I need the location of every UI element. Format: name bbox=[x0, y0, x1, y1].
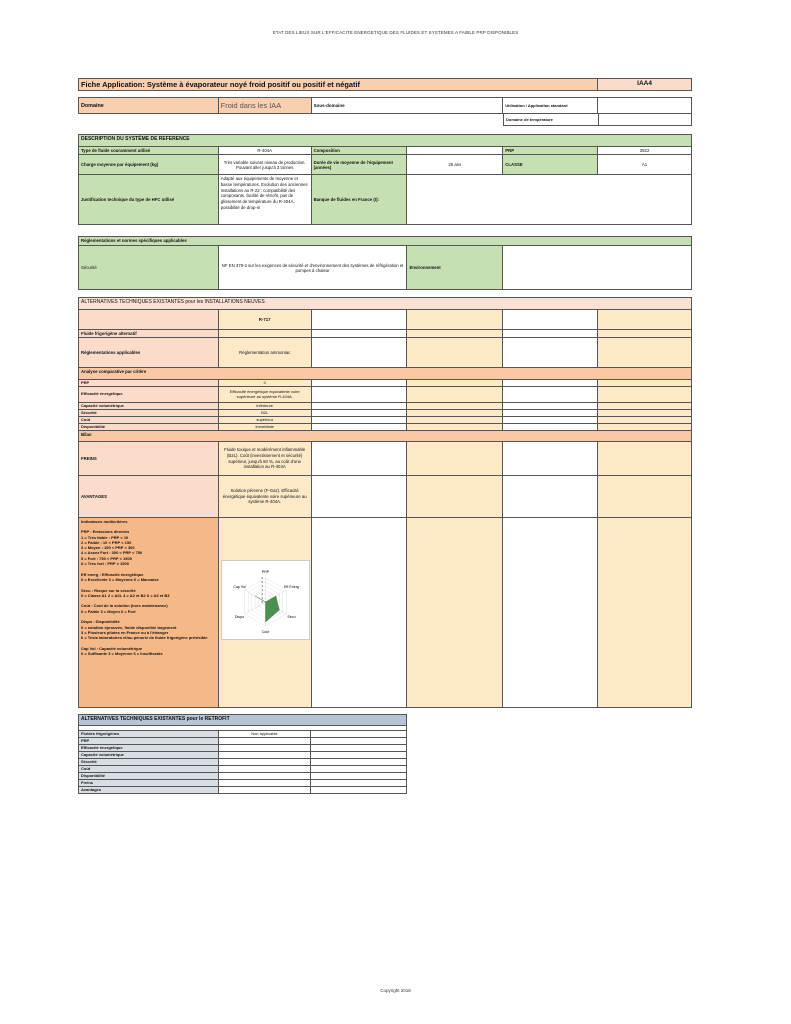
criteria-value: B2L bbox=[219, 410, 312, 417]
indicator-lines bbox=[81, 529, 216, 656]
temp-label: Domaine de température bbox=[504, 114, 599, 126]
radar-frame bbox=[221, 560, 310, 640]
radar-axis-label: Dispo bbox=[234, 615, 244, 620]
criteria-value: supérieur bbox=[219, 417, 312, 424]
bilan-label: Bilan bbox=[79, 431, 692, 442]
criteria-label: Sécurité bbox=[79, 410, 219, 417]
retrofit-row bbox=[78, 780, 407, 787]
criteria-label: Disponibilité bbox=[79, 424, 219, 431]
regulations-block bbox=[78, 236, 692, 290]
criteria-row bbox=[78, 417, 692, 424]
class-value: A1 bbox=[598, 155, 692, 175]
retrofit-label: Avantages bbox=[79, 787, 219, 794]
retrofit-row bbox=[78, 766, 407, 773]
bank-label: Banque de fluides en France (t): bbox=[312, 175, 408, 225]
retrofit-value bbox=[219, 759, 312, 766]
sheet-title: Fiche Application: Système à évaporateur noyé froid positif ou positif et négatif bbox=[79, 79, 598, 91]
bank-value bbox=[407, 175, 692, 225]
new-install-section: ALTERNATIVES TECHNIQUES EXISTANTES pour les INSTALLATIONS NEUVES bbox=[79, 298, 692, 310]
retrofit-label: Sécurité bbox=[79, 759, 219, 766]
composition-value bbox=[407, 147, 503, 155]
retrofit-label: Fluides frigorigènes bbox=[79, 731, 219, 738]
security-label: Sécurité bbox=[79, 246, 219, 290]
radar-tick-label: 6 bbox=[261, 577, 263, 580]
life-value: 25 ans bbox=[407, 155, 503, 175]
composition-label: Composition bbox=[312, 147, 408, 155]
retrofit-value bbox=[219, 787, 312, 794]
indicator-line: Dispo : Disponibilité bbox=[81, 619, 120, 625]
criteria-value: inférieure bbox=[219, 403, 312, 410]
retrofit-value bbox=[219, 766, 312, 773]
radar-chart bbox=[222, 561, 309, 639]
criteria-row bbox=[78, 424, 692, 431]
radar-axis-label: Sécu bbox=[287, 615, 296, 620]
retrofit-value bbox=[219, 745, 312, 752]
radar-tick-label: 1 bbox=[261, 597, 263, 600]
retrofit-row bbox=[78, 787, 407, 794]
indicator-line: 0 = Suffisante 3 = Moyenne 6 = Insuffisante bbox=[81, 651, 163, 657]
criteria-row bbox=[78, 380, 692, 387]
prp-label: PRP bbox=[503, 147, 598, 155]
indicator-line: 0 = Excellente 3 = Moyenne 6 = Mauvaise bbox=[81, 576, 159, 582]
indicators-legend bbox=[79, 518, 219, 708]
charge-value: Très variable suivant niveau de production. Pouvant aller jusqu'à 3 tonnes bbox=[219, 155, 312, 175]
criteria-rows bbox=[78, 380, 692, 431]
indicators-title: Indicateurs multicritères bbox=[81, 519, 128, 524]
page-header: ETAT DES LIEUX SUR L'EFFICACITE ENERGETIQUE DES FLUIDES ET SYSTEMES A FAIBLE PRP DISPONIBLES bbox=[272, 30, 519, 35]
retrofit-value bbox=[219, 773, 312, 780]
criteria-label: Efficacité énergétique bbox=[79, 387, 219, 403]
fluid-col-head: R-717 bbox=[219, 310, 312, 330]
retrofit-label: PRP bbox=[79, 738, 219, 745]
retrofit-section: ALTERNATIVES TECHNIQUES EXISTANTES pour le RETROFIT bbox=[79, 715, 407, 726]
retrofit-row bbox=[78, 730, 407, 738]
regs-label: Réglementations applicables bbox=[79, 338, 219, 368]
indicator-line: 4 = Assez Fort : 300 < PRP < 750 bbox=[81, 550, 143, 556]
retrofit-value: Non applicable bbox=[219, 731, 312, 738]
criteria-row bbox=[78, 410, 692, 417]
retrofit-rows bbox=[78, 730, 407, 794]
indicator-line: 3 = Moyen : 150 < PRP < 300 bbox=[81, 545, 135, 551]
justif-value: Adapté aux équipements de moyenne et basse températures. Evolution des anciennes installations au R-22 : compatibilité des composants, facilité de rétrofit, pas de glissement de température du R-404A, possibilité de drop-in bbox=[219, 175, 312, 225]
criteria-value: immédiate bbox=[219, 424, 312, 431]
charge-label: Charge moyenne par équipement (kg) bbox=[79, 155, 219, 175]
life-label: Durée de vie moyenne de l'équipement (années) bbox=[312, 155, 408, 175]
regulations-section: Réglementations et normes spécifiques applicables bbox=[79, 237, 692, 246]
radar-axis-label: Eff Energ bbox=[283, 585, 299, 590]
indicator-line: Coût : Coût de la solution (hors maintenance) bbox=[81, 603, 168, 609]
retrofit-row bbox=[78, 773, 407, 780]
retrofit-row bbox=[78, 752, 407, 759]
retrofit-block bbox=[78, 714, 407, 794]
criteria-value: Efficacité énergétique équivalente voire supérieure au système R-404A. bbox=[219, 387, 312, 403]
retrofit-label: Freins bbox=[79, 780, 219, 787]
justif-label: Justification technique du type de HFC utilisé bbox=[79, 175, 219, 225]
fluid-value: R-404A bbox=[219, 147, 312, 155]
criteria-row bbox=[78, 387, 692, 403]
reference-section: DESCRIPTION DU SYSTÈME DE REFERENCE bbox=[79, 135, 692, 147]
indicator-line: Eff energ : Efficacité énergétique bbox=[81, 571, 144, 577]
retrofit-row bbox=[78, 738, 407, 745]
radar-axis-label: Cap Vol bbox=[232, 585, 246, 590]
indicator-line: 0 = Classe A1 2 = A2L 4 = A2 et B2 6 = A3 et B3 bbox=[81, 592, 170, 598]
radar-cell bbox=[219, 518, 312, 708]
fluid-label: Type de fluide couramment utilisé bbox=[79, 147, 219, 155]
freins-label: FREINS bbox=[79, 442, 219, 476]
temp-value bbox=[599, 114, 693, 126]
sheet-code: IAA4 bbox=[598, 79, 692, 91]
subdomain-label: Sous-domaine bbox=[312, 98, 504, 114]
domain-value: Froid dans les IAA bbox=[219, 98, 312, 114]
env-label: Environnement bbox=[407, 246, 503, 290]
indicator-line: 5 = Fort : 750 < PRP < 1500 bbox=[81, 555, 132, 561]
criteria-value: 0 bbox=[219, 380, 312, 387]
prp-value: 3922 bbox=[598, 147, 692, 155]
indicator-line: 0 = solution éprouvée, fluide disponible largement bbox=[81, 624, 177, 630]
env-value bbox=[503, 246, 692, 290]
security-value: NF EN 378-2 sur les exigences de sécurité et d'environnement des systèmes de réfrigération et pompes à chaleur bbox=[219, 246, 408, 290]
radar-tick-label: 2 bbox=[261, 593, 263, 596]
empty-head bbox=[79, 310, 219, 330]
radar-tick-label: 0 bbox=[261, 601, 263, 604]
alt-fluid-label: Fluide frigorigène alternatif bbox=[79, 330, 219, 338]
radar-axis-label: PRP bbox=[261, 570, 269, 575]
freins-value: Fluide toxique et modérément inflammable (B2L). Coût (investissement et sécurité) supérieur, jusqu'à 50 %, au coût d'une installation au R-404A bbox=[219, 442, 312, 476]
radar-tick-label: 5 bbox=[261, 581, 263, 584]
indicator-line: 0 = Faible 3 = Moyen 6 = Fort bbox=[81, 608, 136, 614]
avantages-value: Solution pérenne (F-Gaz). Efficacité énergétique équivalente voire supérieure au système R-404A. bbox=[219, 476, 312, 518]
use-label: Utilisation / Application standard bbox=[503, 98, 598, 114]
criteria-label: PRP bbox=[79, 380, 219, 387]
radar-tick-label: 3 bbox=[261, 589, 263, 592]
new-install-block bbox=[78, 297, 692, 708]
criteria-label: Capacité volumétrique bbox=[79, 403, 219, 410]
retrofit-row bbox=[78, 745, 407, 752]
retrofit-label: Disponibilité bbox=[79, 773, 219, 780]
radar-axis-label: Coût bbox=[261, 630, 270, 635]
title-block bbox=[78, 78, 692, 126]
retrofit-value bbox=[219, 738, 312, 745]
retrofit-row bbox=[78, 759, 407, 766]
use-value bbox=[598, 98, 692, 114]
domain-label: Domaine bbox=[79, 98, 219, 114]
indicator-line: 2 = Faible : 10 < PRP < 150 bbox=[81, 539, 132, 545]
indicator-line: Cap Vol : Capacité volumétrique bbox=[81, 645, 143, 651]
indicator-line: Sécu : Risque sur la sécurité bbox=[81, 587, 136, 593]
criteria-label: Coût bbox=[79, 417, 219, 424]
class-label: CLASSE bbox=[503, 155, 598, 175]
indicator-line: 1 = Très faible : PRP < 10 bbox=[81, 534, 129, 540]
indicator-line: 6 = Très fort : PRP > 1500 bbox=[81, 561, 129, 567]
retrofit-label: Capacité volumétrique bbox=[79, 752, 219, 759]
retrofit-label: Efficacité énergétique bbox=[79, 745, 219, 752]
indicator-line: 3 = Plusieurs pilotes en France ou à l'étranger bbox=[81, 629, 169, 635]
radar-tick-label: 4 bbox=[261, 585, 263, 588]
retrofit-value bbox=[219, 780, 312, 787]
regs-value: Réglementation ammoniac bbox=[219, 338, 312, 368]
indicator-line: 6 = Tests laboratoires et/ou pénurie de fluide frigorigène prévisible bbox=[81, 635, 208, 641]
indicator-line: PRP : Emissions directes bbox=[81, 529, 130, 535]
footer: Copyright 2018 bbox=[380, 988, 411, 993]
retrofit-label: Coût bbox=[79, 766, 219, 773]
avantages-label: AVANTAGES bbox=[79, 476, 219, 518]
analysis-label: Analyse comparative par critère bbox=[79, 368, 692, 380]
reference-block bbox=[78, 134, 692, 225]
retrofit-value bbox=[219, 752, 312, 759]
criteria-row bbox=[78, 403, 692, 410]
